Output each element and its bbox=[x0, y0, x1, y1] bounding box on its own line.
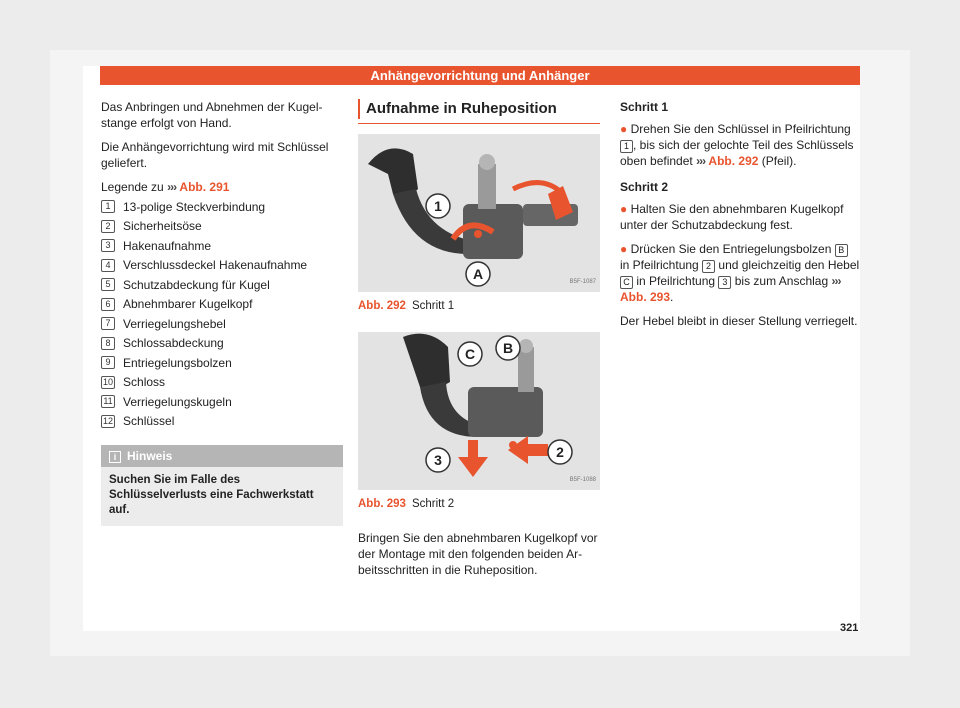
final-note: Der Hebel bleibt in dieser Stellung verriegelt. bbox=[620, 314, 858, 328]
legend-badge: C bbox=[620, 276, 633, 289]
legend-item bbox=[101, 217, 341, 237]
note-text: Suchen Sie im Falle des Schlüsselverlusts eine Fachwerkstatt auf. bbox=[109, 474, 314, 516]
legend-label: Sicherheitsöse bbox=[123, 219, 202, 234]
step2-text-e: bis zum Anschlag bbox=[734, 274, 829, 288]
callout-3: 3 bbox=[434, 452, 442, 468]
legend-prefix: Legende zu bbox=[101, 180, 164, 194]
legend-number-badge: 3 bbox=[101, 239, 115, 252]
legend-number-badge: 7 bbox=[101, 317, 115, 330]
legend-number-badge: 6 bbox=[101, 298, 115, 311]
step1-instruction bbox=[620, 121, 860, 169]
legend-number-badge: 2 bbox=[101, 220, 115, 233]
step2-instruction-2: ● Drücken Sie den Entriegelungsbolzen B in Pfeilrichtung 2 und gleichzeitig den Hebel C in Pfeilrichtung 3 bis zum Anschlag ››› Abb. 293. bbox=[620, 242, 860, 304]
step1-text-b: , bis sich der gelochte Teil des Schlüssels oben befindet bbox=[620, 138, 854, 168]
legend-number-badge: 9 bbox=[101, 356, 115, 369]
callout-A: A bbox=[472, 266, 484, 282]
legend-number-badge: 4 bbox=[101, 259, 115, 272]
figure-code: B5F-1088 bbox=[569, 477, 596, 483]
step2-text-1: Halten Sie den abnehmbaren Kugelkopf unter der Schutzabdeckung fest. bbox=[620, 202, 844, 232]
step1-text-c: (Pfeil). bbox=[761, 154, 797, 168]
legend-heading bbox=[101, 179, 341, 195]
legend-badge: 3 bbox=[718, 276, 731, 289]
figure-293-link[interactable]: Abb. 293 bbox=[620, 290, 671, 304]
callout-B: B bbox=[502, 340, 514, 356]
step1-text-a: Drehen Sie den Schlüssel in Pfeilrichtung bbox=[630, 122, 851, 136]
legend-number-badge: 12 bbox=[103, 415, 114, 426]
legend-item bbox=[101, 334, 341, 354]
middle-column bbox=[358, 99, 600, 586]
legend-number-badge: 5 bbox=[101, 278, 115, 291]
step2-text-c: und gleichzeitig den Hebel bbox=[718, 258, 860, 272]
legend-label: Schlüssel bbox=[123, 414, 175, 429]
figure-caption: Schritt 1 bbox=[411, 300, 455, 312]
figure-292 bbox=[358, 134, 600, 292]
ref-arrows: ››› bbox=[831, 274, 841, 288]
legend-list bbox=[101, 197, 341, 431]
figure-caption: Schritt 2 bbox=[411, 498, 455, 510]
figure-292-link[interactable]: Abb. 292 bbox=[708, 154, 759, 168]
figure-292-caption bbox=[358, 298, 600, 314]
legend-arrows: ››› bbox=[167, 180, 177, 194]
legend-label: Entriegelungsbolzen bbox=[123, 355, 232, 370]
legend-badge: 2 bbox=[702, 260, 715, 273]
legend-figure-link[interactable]: Abb. 291 bbox=[179, 180, 230, 194]
legend-number-badge: 8 bbox=[101, 337, 115, 350]
legend-label: Schloss bbox=[123, 375, 166, 390]
right-column bbox=[620, 99, 860, 337]
intro-paragraph-1: Das Anbringen und Abnehmen der Kugel- stange erfolgt von Hand. bbox=[101, 100, 323, 130]
towbar-step1-illustration bbox=[358, 134, 600, 292]
legend-item bbox=[101, 373, 341, 393]
legend-item bbox=[101, 353, 341, 373]
legend-badge: 1 bbox=[620, 140, 633, 153]
callout-1: 1 bbox=[434, 198, 442, 214]
chapter-header: Anhängevorrichtung und Anhänger bbox=[100, 66, 860, 85]
legend-number-badge: 10 bbox=[103, 376, 114, 387]
callout-C: C bbox=[464, 346, 476, 362]
legend-badge: B bbox=[835, 244, 848, 257]
legend-label: Hakenaufnahme bbox=[123, 238, 212, 253]
legend-item bbox=[101, 392, 341, 412]
intro-paragraph-2: Die Anhängevorrichtung wird mit Schlüssel geliefert. bbox=[101, 140, 329, 170]
info-icon: i bbox=[109, 451, 121, 463]
legend-item bbox=[101, 295, 341, 315]
legend-number-badge: 1 bbox=[101, 200, 115, 213]
note-header bbox=[101, 445, 343, 467]
ref-arrows: ››› bbox=[696, 154, 706, 168]
legend-number-badge: 11 bbox=[101, 395, 115, 408]
legend-item bbox=[101, 275, 341, 295]
towbar-step2-illustration bbox=[358, 332, 600, 490]
step2-instruction-1 bbox=[620, 201, 860, 233]
legend-item bbox=[101, 412, 341, 432]
legend-item bbox=[101, 236, 341, 256]
step2-text-a: Drücken Sie den Entriegelungsbolzen bbox=[630, 242, 832, 256]
legend-item bbox=[101, 197, 341, 217]
step2-title: Schritt 2 bbox=[620, 180, 669, 194]
note-title: Hinweis bbox=[127, 449, 173, 463]
bullet-icon: ● bbox=[620, 242, 628, 256]
legend-item bbox=[101, 314, 341, 334]
legend-label: Schutzabdeckung für Kugel bbox=[123, 277, 270, 292]
figure-label: Abb. 292 bbox=[358, 300, 406, 312]
figure-code: B5F-1087 bbox=[569, 279, 596, 285]
figure-293 bbox=[358, 332, 600, 490]
bullet-icon: ● bbox=[620, 202, 628, 216]
step1-title: Schritt 1 bbox=[620, 100, 669, 114]
legend-label: Verschlussdeckel Hakenaufnahme bbox=[123, 258, 308, 273]
legend-item bbox=[101, 256, 341, 276]
note-box bbox=[101, 445, 343, 526]
bullet-icon: ● bbox=[620, 122, 628, 136]
page-number: 321 bbox=[840, 622, 859, 634]
section-title: Aufnahme in Ruheposition bbox=[358, 99, 600, 119]
procedure-intro: Bringen Sie den abnehmbaren Kugelkopf vor der Montage mit den folgenden beiden Ar- beitsschritten in die Ruheposition. bbox=[358, 531, 598, 577]
legend-label: 13-polige Steckverbindung bbox=[123, 199, 266, 214]
title-divider bbox=[358, 123, 600, 124]
step2-text-d: in Pfeilrichtung bbox=[636, 274, 716, 288]
step2-text-b: in Pfeilrichtung bbox=[620, 258, 699, 272]
figure-label: Abb. 293 bbox=[358, 498, 406, 510]
legend-label: Abnehmbarer Kugelkopf bbox=[123, 297, 253, 312]
figure-293-caption bbox=[358, 496, 600, 512]
legend-label: Schlossabdeckung bbox=[123, 336, 224, 351]
legend-label: Verriegelungshebel bbox=[123, 316, 226, 331]
callout-2: 2 bbox=[556, 444, 564, 460]
legend-label: Verriegelungskugeln bbox=[123, 394, 232, 409]
left-column bbox=[101, 99, 341, 526]
